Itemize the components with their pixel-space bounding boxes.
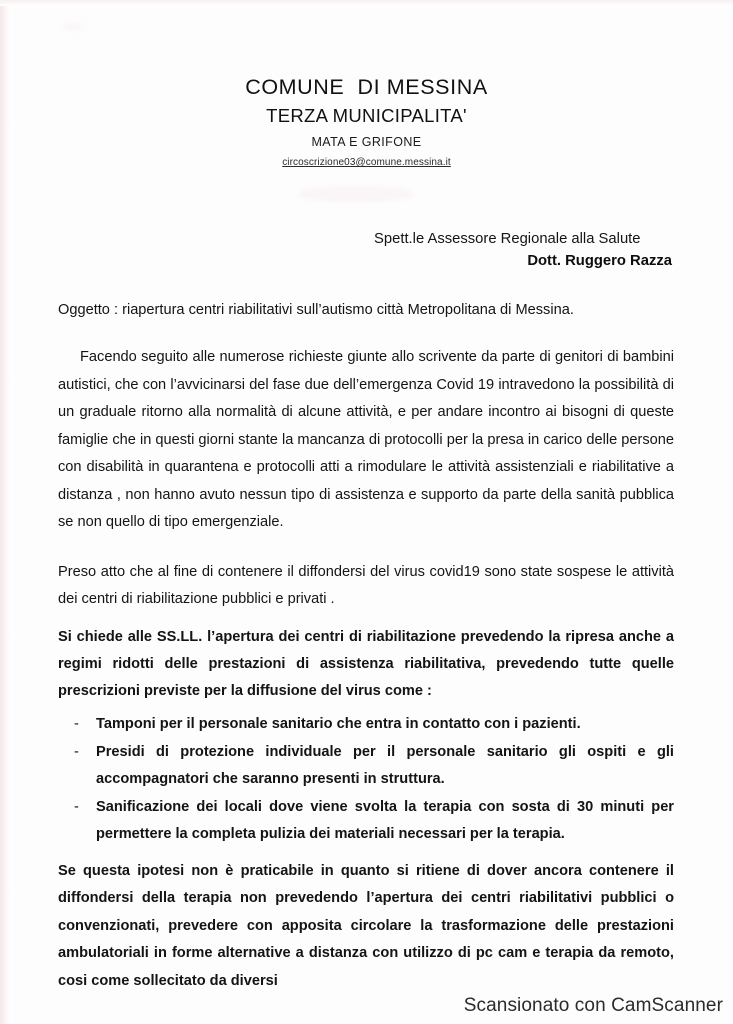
list-item <box>58 739 674 793</box>
bullet-dash-icon: - <box>74 798 79 815</box>
request-intro-paragraph: Si chiede alle SS.LL. l’apertura dei centri di riabilitazione prevedendo la ripresa anche a regimi ridotti delle prestazioni di assistenza riabilitativa, prevedendo tutte quelle prescrizioni previste per la diffusione del virus come : <box>58 628 674 699</box>
letterhead-division: TERZA MUNICIPALITA' <box>266 105 467 126</box>
list-item-label: Sanificazione dei locali dove viene svolta la terapia con sosta di 30 minuti per permettere la completa pulizia dei materiali necessari per la terapia. <box>96 798 674 842</box>
letterhead-email: circoscrizione03@comune.messina.it <box>282 157 451 168</box>
bullet-dash-icon: - <box>74 743 79 760</box>
letter-body <box>58 300 674 995</box>
requests-list <box>58 711 674 848</box>
letterhead-district: MATA E GRIFONE <box>311 135 422 149</box>
scan-blotch-artifact <box>60 22 86 32</box>
addressee-block <box>374 228 674 272</box>
camscanner-watermark: Scansionato con CamScanner <box>463 995 723 1016</box>
list-item-label: Tamponi per il personale sanitario che entra in contatto con i pazienti. <box>96 715 581 732</box>
list-item-label: Presidi di protezione individuale per il personale sanitario gli ospiti e gli accompagnatori che saranno presenti in struttura. <box>96 743 674 787</box>
body-paragraph-1: Facendo seguito alle numerose richieste giunte allo scrivente da parte di genitori di bambini autistici, che con l’avvicinarsi del fase due dell’emergenza Covid 19 intravedono la possibilità di un graduale ritorno alla normalità di alcune attività, e per andare incontro ai bisogni di queste famiglie che in questi giorni stante la mancanza di protocolli per la presa in carico delle persone con disabilità in quarantena e protocolli atti a rimodulare le attività assistenziali e riabilitative a distanza , non hanno avuto nessun tipo di assistenza e supporto da parte della sanità pubblica se non quello di tipo emergenziale. <box>58 349 674 530</box>
closing-paragraph: Se questa ipotesi non è praticabile in quanto si ritiene di dover ancora contenere il diffondersi della terapia non prevedendo l’apertura dei centri riabilitativi pubblici o convenzionati, prevedere con apposita circolare la trasformazione delle prestazioni ambulatoriali in forme alternative a distanza con utilizzo di pc cam e terapia da remoto, cosi come sollecitato da diversi <box>58 862 674 989</box>
body-paragraph-2: Preso atto che al fine di contenere il diffondersi del virus covid19 sono state sospese le attività dei centri di riabilitazione pubblici e privati . <box>58 563 674 607</box>
addressee-recipient-title: Spett.le Assessore Regionale alla Salute <box>374 231 641 247</box>
scan-blotch-artifact <box>296 186 416 202</box>
addressee-recipient-name: Dott. Ruggero Razza <box>527 253 672 269</box>
scan-edge-artifact-top <box>0 0 733 6</box>
list-item <box>58 711 674 738</box>
bullet-dash-icon: - <box>74 715 79 732</box>
letterhead-organization: COMUNE DI MESSINA <box>245 75 488 99</box>
subject-line: Oggetto : riapertura centri riabilitativi sull’autismo città Metropolitana di Messina. <box>58 302 574 318</box>
list-item <box>58 794 674 848</box>
letterhead <box>0 74 733 170</box>
